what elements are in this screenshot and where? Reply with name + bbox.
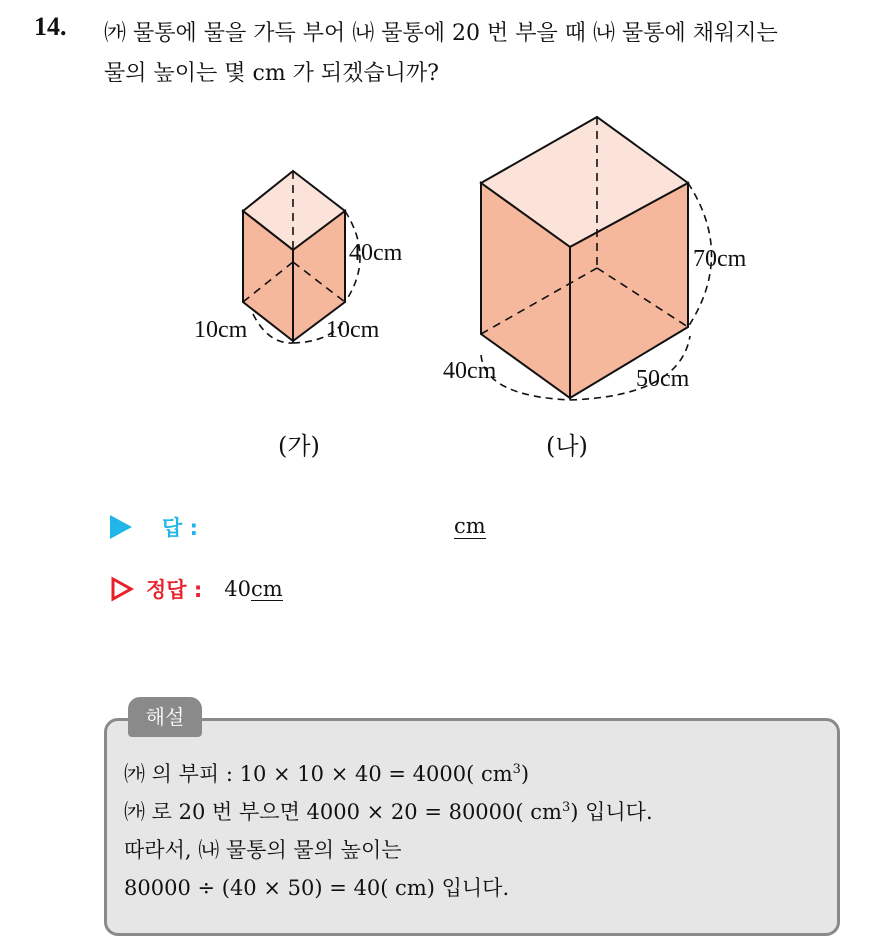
figure-cuboids — [0, 0, 884, 470]
question-text-line1: ㈎ 물통에 물을 가득 부어 ㈏ 물통에 20 번 부을 때 ㈏ 물통에 채워지는 — [104, 21, 778, 46]
explanation-tab: 해설 — [128, 697, 202, 737]
na-right-label: 50cm — [636, 366, 690, 392]
correct-answer-row — [110, 574, 283, 604]
ga-right-label: 10cm — [326, 317, 380, 343]
answer-label: 답 : — [162, 516, 198, 540]
caption-ga: (가) — [278, 432, 320, 460]
play-filled-icon — [110, 515, 132, 539]
question-text-line2: 물의 높이는 몇 cm 가 되겠습니까? — [104, 61, 439, 86]
ga-left-label: 10cm — [194, 317, 248, 343]
explanation-line3: 따라서, ㈏ 물통의 물의 높이는 — [124, 838, 402, 862]
cuboid-na — [481, 117, 712, 400]
correct-answer-label: 정답 : — [146, 578, 203, 602]
na-left-label: 40cm — [443, 358, 497, 384]
explanation-line4: 80000 ÷ (40 × 50) = 40( cm) 입니다. — [124, 876, 510, 900]
answer-unit: cm — [454, 514, 486, 538]
correct-answer-unit: cm — [251, 576, 283, 601]
caption-na: (나) — [546, 432, 588, 460]
correct-answer-value: 40 — [224, 577, 252, 601]
play-outline-icon — [110, 576, 134, 602]
question-number: 14. — [34, 12, 67, 41]
ga-height-label: 40cm — [349, 240, 403, 266]
answer-row — [110, 512, 198, 542]
na-height-label: 70cm — [693, 246, 747, 272]
explanation-line1: ㈎ 의 부피 : 10 × 10 × 40 = 4000( $cm^3$) — [124, 762, 530, 786]
explanation-line2: ㈎ 로 20 번 부으면 4000 × 20 = 80000( $cm^3$) 입니다. — [124, 800, 653, 824]
explanation-box — [104, 718, 840, 936]
